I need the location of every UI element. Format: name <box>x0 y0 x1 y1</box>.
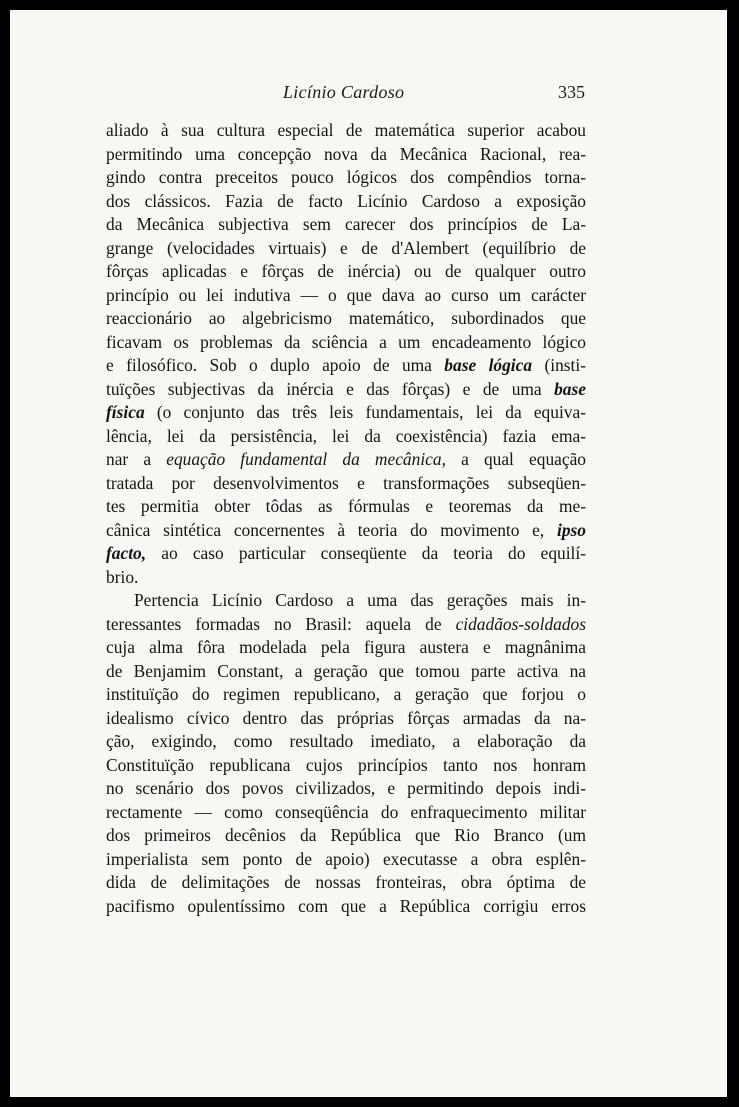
text-line: física (o conjunto das três leis fundamentais, lei da equiva- <box>106 402 586 422</box>
text-line: e filosófico. Sob o duplo apoio de uma base lógica (insti- <box>106 355 586 375</box>
text-line: reaccionário ao algebricismo matemático, subordinados que <box>106 308 586 328</box>
text-line: princípio ou lei indutiva — o que dava ao curso um carácter <box>106 284 586 305</box>
text-line: instituïção do regimen republicano, a geração que forjou o <box>106 684 586 704</box>
page-header <box>10 82 727 112</box>
text-line: tes permitia obter tôdas as fórmulas e teoremas da me- <box>106 496 586 516</box>
text-line: cuja alma fôra modelada pela figura austera e magnânima <box>106 637 586 657</box>
text-line: tratada por desenvolvimentos e transformações subseqüen- <box>106 472 586 493</box>
text-line: no scenário dos povos civilizados, e permitindo depois indi- <box>106 778 586 798</box>
text-line: lência, lei da persistência, lei da coexistência) fazia ema- <box>106 425 586 446</box>
text-line: nar a equação fundamental da mecânica, a qual equação <box>106 449 586 469</box>
text-line: ção, exigindo, como resultado imediato, a elaboração da <box>106 731 586 751</box>
body-text <box>106 119 586 918</box>
italic-term: base <box>554 378 586 399</box>
text-line: Pertencia Licínio Cardoso a uma das gerações mais in- <box>134 590 586 610</box>
text-line: brio. <box>106 566 139 587</box>
running-title: Licínio Cardoso <box>283 82 405 102</box>
italic-term: equação fundamental da mecânica <box>166 449 442 469</box>
text-line: facto, ao caso particular conseqüente da teoria do equilí- <box>106 543 586 563</box>
text-line: da Mecânica subjectiva sem carecer dos princípios de La- <box>106 214 586 234</box>
text-line: dos clássicos. Fazia de facto Licínio Cardoso a exposição <box>106 190 586 211</box>
italic-term: facto, <box>106 543 147 563</box>
text-line: imperialista sem ponto de apoio) executasse a obra esplên- <box>106 848 586 869</box>
text-line: teressantes formadas no Brasil: aquela de cidadãos-soldados <box>106 613 586 634</box>
text-line: pacifismo opulentíssimo com que a República corrigiu erros <box>106 895 586 916</box>
text-line: de Benjamim Constant, a geração que tomou parte activa na <box>106 660 586 681</box>
text-line: dos primeiros decênios da República que Rio Branco (um <box>106 825 586 845</box>
text-line: grange (velocidades virtuais) e de d'Alembert (equilíbrio de <box>106 237 586 258</box>
book-page <box>10 10 727 1097</box>
italic-term: cidadãos-soldados <box>455 613 586 634</box>
text-line: fôrças aplicadas e fôrças de inércia) ou de qualquer outro <box>106 261 586 281</box>
text-line: permitindo uma concepção nova da Mecânica Racional, rea- <box>106 143 586 164</box>
text-line: gindo contra preceitos pouco lógicos dos compêndios torna- <box>106 167 586 187</box>
italic-term: base lógica <box>444 355 533 375</box>
text-line: tuïções subjectivas da inércia e das fôrças) e de uma base <box>106 378 586 399</box>
text-line: Constituïção republicana cujos princípios tanto nos honram <box>106 754 586 775</box>
text-line: dida de delimitações de nossas fronteiras, obra óptima de <box>106 872 586 892</box>
italic-term: ipso <box>557 519 586 540</box>
text-line: cânica sintética concernentes à teoria do movimento e, ipso <box>106 519 586 540</box>
text-line: ficavam os problemas da sciência a um encadeamento lógico <box>106 331 586 352</box>
italic-term: física <box>106 402 145 422</box>
page-number: 335 <box>558 82 585 102</box>
text-line: idealismo cívico dentro das próprias fôrças armadas da na- <box>106 707 586 728</box>
text-line: rectamente — como conseqüência do enfraquecimento militar <box>106 801 586 822</box>
text-line: aliado à sua cultura especial de matemática superior acabou <box>106 120 586 140</box>
